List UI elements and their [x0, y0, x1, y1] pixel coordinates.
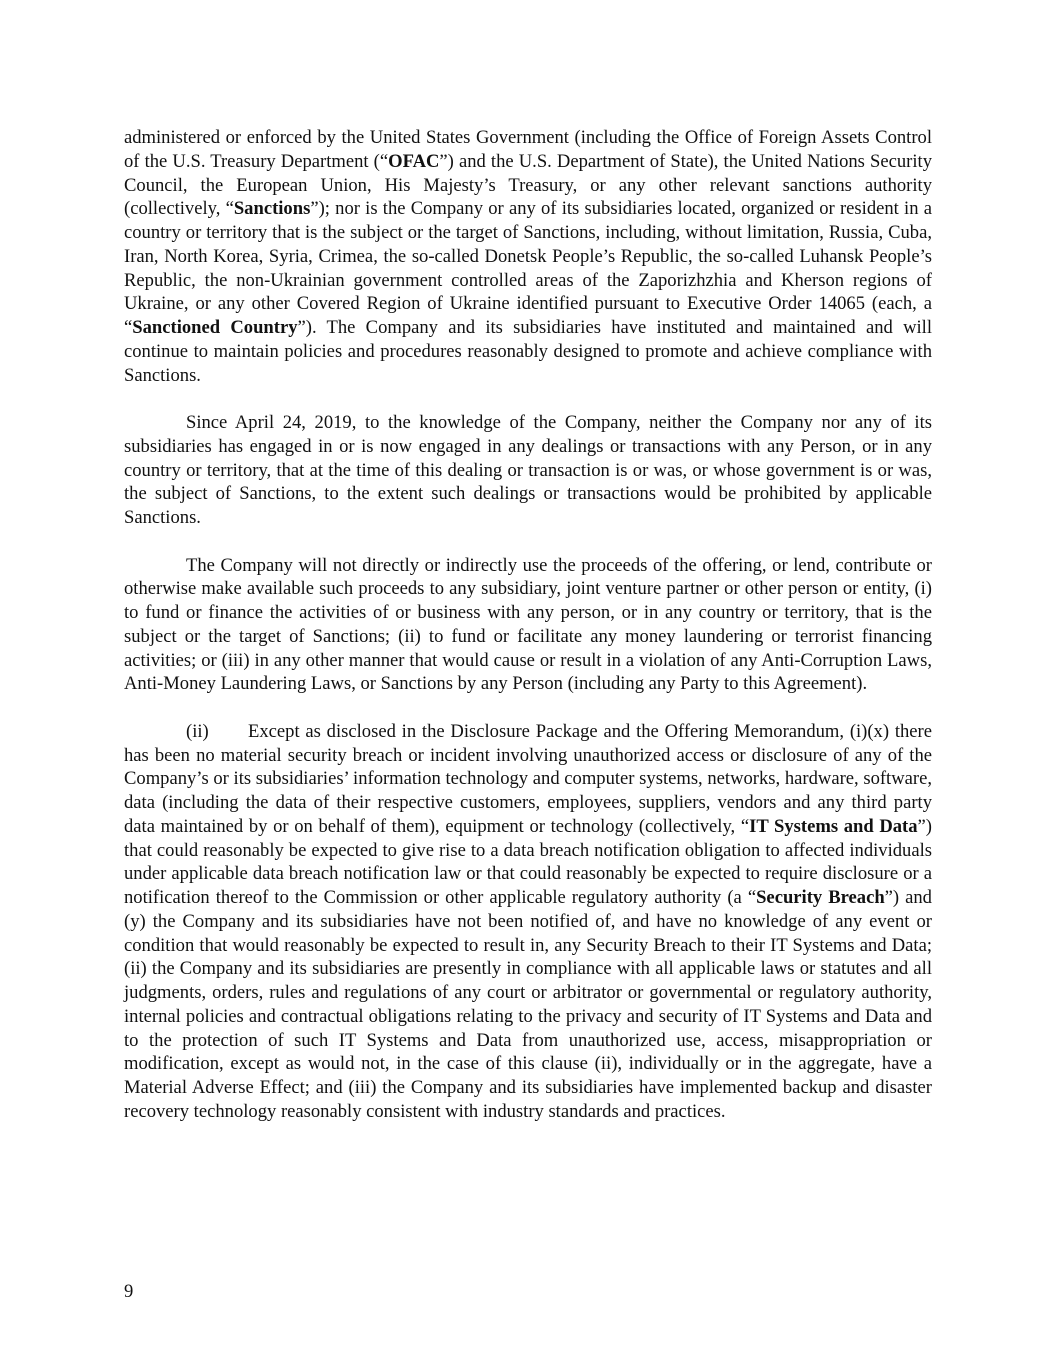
paragraph-use-of-proceeds: The Company will not directly or indirectly use the proceeds of the offering, or lend, contribute or otherwise make available such proceeds to any subsidiary, joint venture partner or other person or entity, (i) to fund or finance the activities of or business with any person, or in any country or territory, that is the subject or the target of Sanctions; (ii) to fund or facilitate any money laundering or terrorist financing activities; or (iii) in any other manner that would cause or result in a violation of any Anti-Corruption Laws, Anti-Money Laundering Laws, or Sanctions by any Person (including any Party to this Agreement).: [124, 554, 932, 695]
page-number: 9: [124, 1281, 134, 1302]
paragraph-text: ”) and (y) the Company and its subsidiaries have not been notified of, and have no knowledge of any event or condition that would reasonably be expected to result in, any Security Breach to their IT Systems and Data; (ii) the Company and its subsidiaries are presently in compliance with all applicable laws or statutes and all judgments, orders, rules and regulations of any court or arbitrator or governmental or regulatory authority, internal policies and contractual obligations relating to the privacy and security of IT Systems and Data and to the protection of such IT Systems and Data from unauthorized use, access, misappropriation or modification, except as would not, in the case of this clause (ii), individually or in the aggregate, have a Material Adverse Effect; and (iii) the Company and its subsidiaries have implemented backup and disaster recovery technology reasonably consistent with industry standards and practices.: [124, 887, 932, 1122]
paragraph-text: ”) that could reasonably be expected to give rise to a data breach notification obligation to affected individuals under applicable data breach notification law or that could reasonably be expected to require disclosure or a notification thereof to the Commission or other applicable regulatory authority (a “: [124, 815, 932, 908]
paragraph-text: ”); nor is the Company or any of its subsidiaries located, organized or resident in a country or territory that is the subject or the target of Sanctions, including, without limitation, Russia, Cuba, Iran, North Korea, Syria, Crimea, the so-called Donetsk People’s Republic, the so-called Luhansk People’s Republic, the non-Ukrainian government controlled areas of the Zaporizhzhia and Kherson regions of Ukraine, or any other Covered Region of Ukraine identified pursuant to Executive Order 14065 (each, a “: [124, 198, 932, 338]
defined-term-ofac: OFAC: [388, 150, 440, 172]
paragraph-dealings: Since April 24, 2019, to the knowledge of the Company, neither the Company nor any of its subsidiaries has engaged in or is now engaged in any dealings or transactions with any Person, or in any country or territory, that at the time of this dealing or transaction is or was, or whose government is or was, the subject of Sanctions, to the extent such dealings or transactions would be prohibited by applicable Sanctions.: [124, 412, 932, 528]
defined-term-sanctioned-country: Sanctioned Country: [132, 317, 298, 338]
document-page: [124, 126, 932, 1147]
paragraph-sanctions-definition: [124, 126, 932, 387]
paragraph-text: administered or enforced by the United States Government (including the Office of Foreign Assets Control of the U.S. Treasury Department (“: [124, 127, 932, 172]
clause-marker: (ii): [186, 720, 209, 742]
paragraph-it-systems: [124, 720, 932, 1124]
paragraph-text: Except as disclosed in the Disclosure Package and the Offering Memorandum, (i)(x) there has been no material security breach or incident involving unauthorized access or disclosure of any of the Company’s or its subsidiaries’ information technology and computer systems, networks, hardware, software, data (including the data of their respective customers, employees, suppliers, vendors and any third party data maintained by or on behalf of them), equipment or technology (collectively, “: [124, 720, 932, 837]
defined-term-it-systems-and-data: IT Systems and Data: [749, 815, 918, 837]
paragraph-text: ”). The Company and its subsidiaries have instituted and maintained and will continue to maintain policies and procedures reasonably designed to promote and achieve compliance with Sanctions.: [124, 317, 932, 386]
paragraph-text: ”) and the U.S. Department of State), the United Nations Security Council, the European Union, His Majesty’s Treasury, or any other relevant sanctions authority (collectively, “: [124, 150, 932, 220]
defined-term-security-breach: Security Breach: [756, 887, 885, 908]
defined-term-sanctions: Sanctions: [233, 198, 311, 220]
